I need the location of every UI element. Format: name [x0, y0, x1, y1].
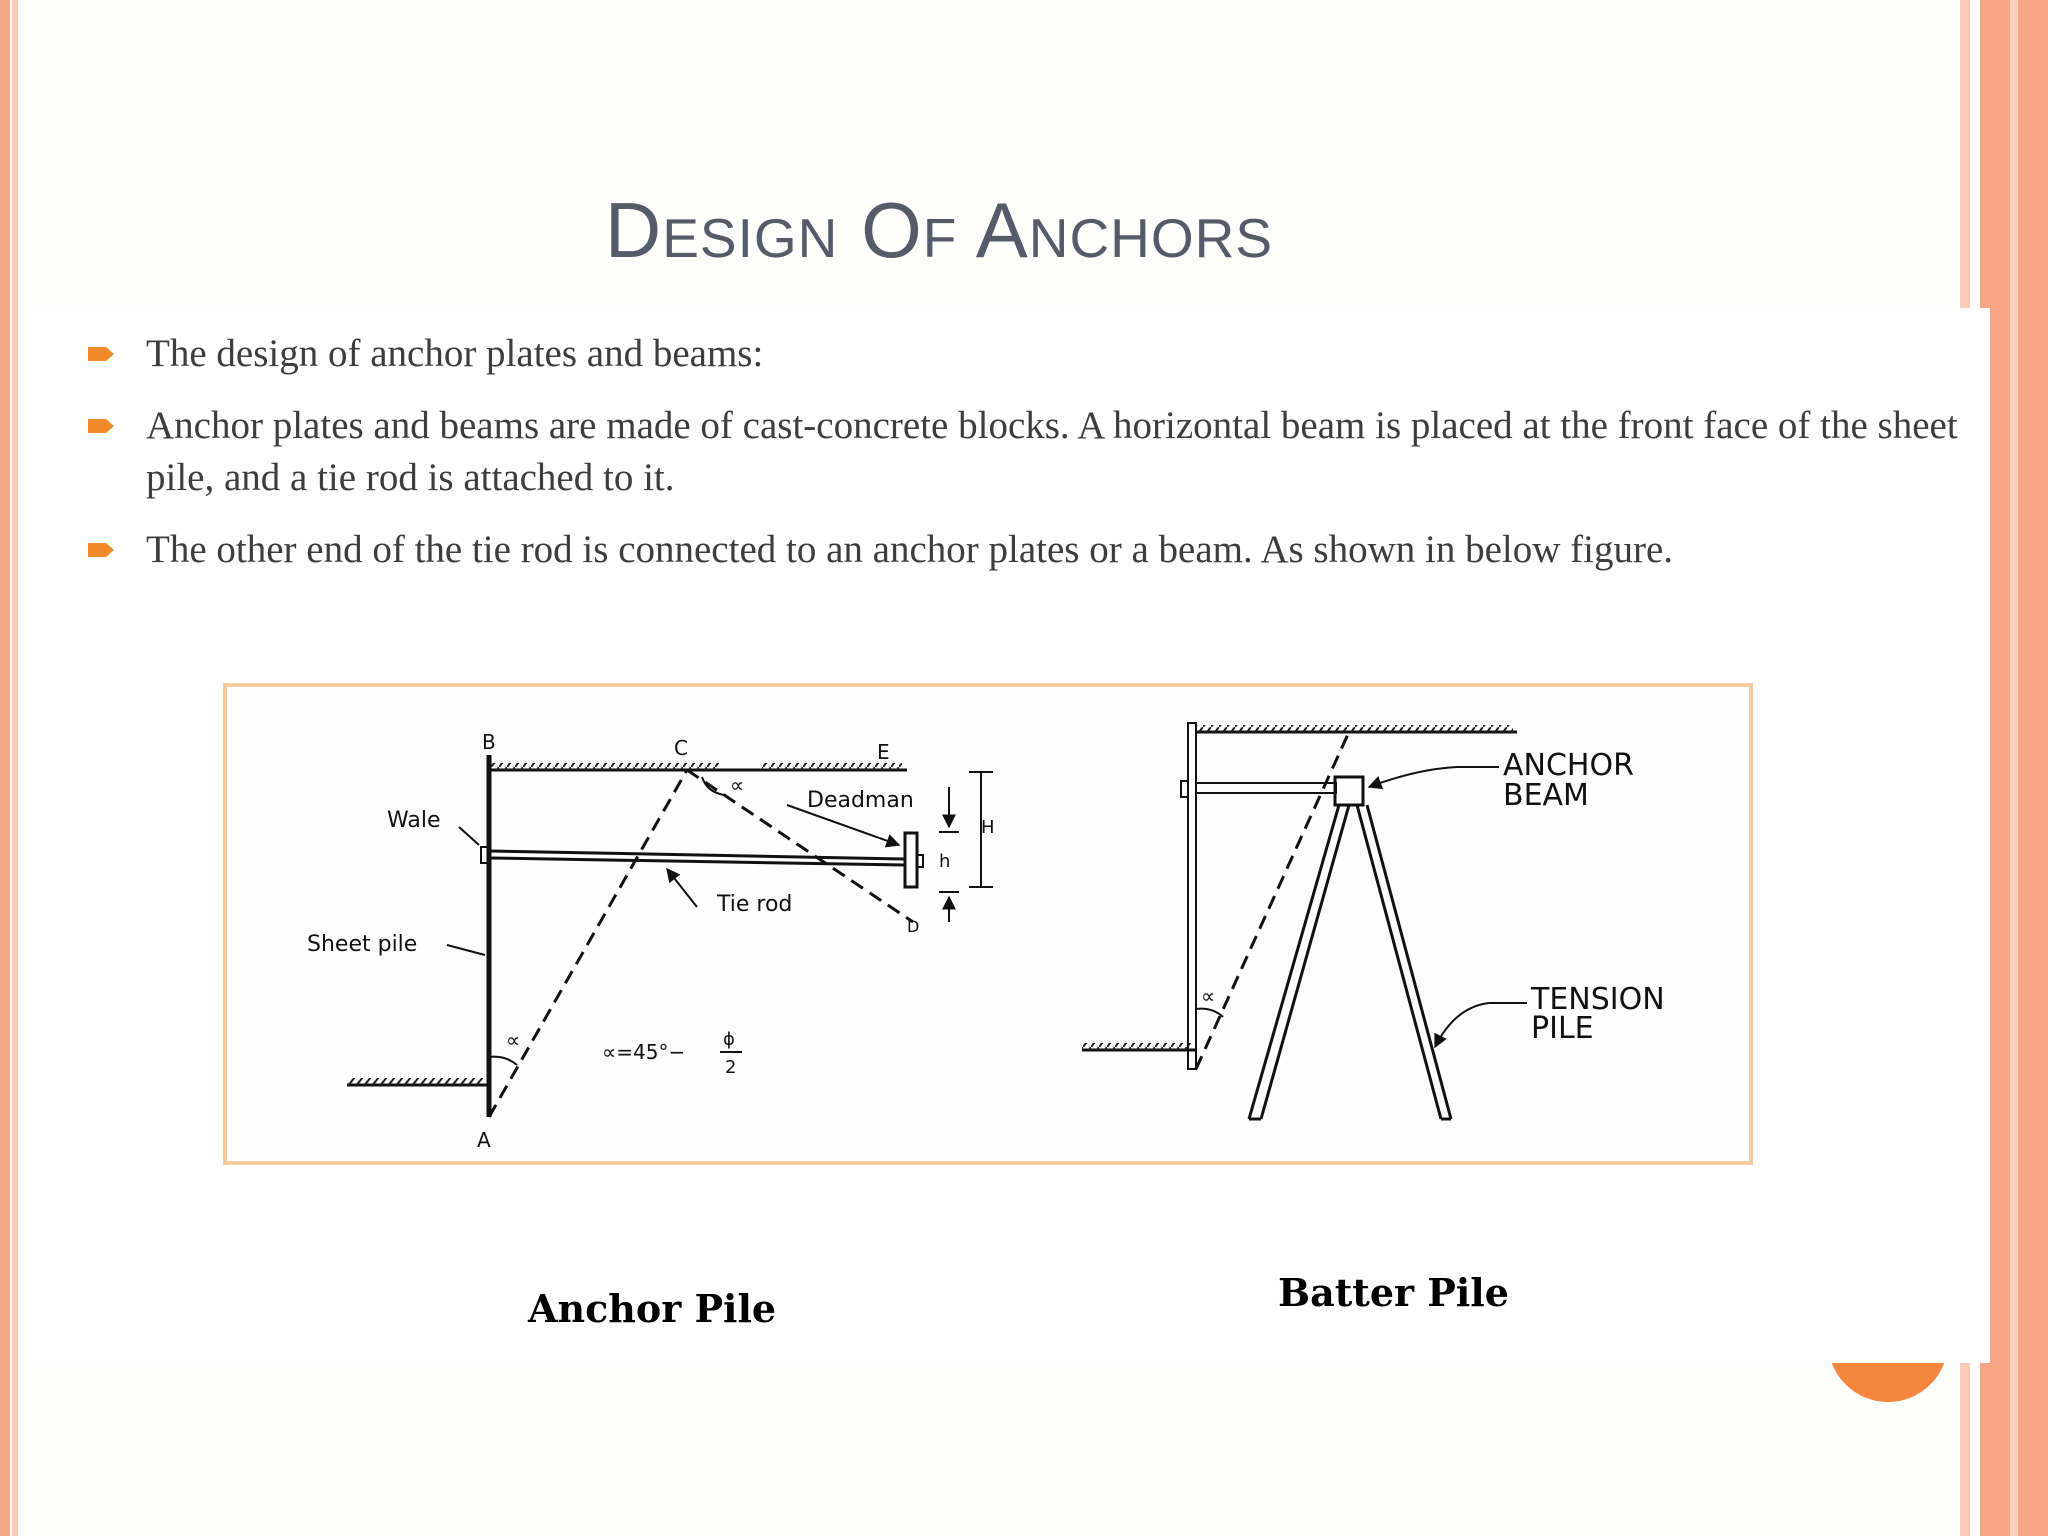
ground-hatch — [762, 763, 902, 770]
arrow-bullet-icon — [86, 417, 116, 435]
bullet-item — [86, 328, 1976, 380]
anchor-beam-label-line1: ANCHOR — [1503, 748, 1634, 783]
leader-line — [447, 945, 485, 955]
formula-phi: ϕ — [723, 1029, 735, 1050]
ground-hatch — [489, 763, 719, 770]
alpha-top-label: ∝ — [730, 773, 745, 797]
leader-line — [1435, 1003, 1489, 1047]
leader-line — [667, 869, 697, 907]
failure-line — [489, 770, 687, 1117]
point-a-label: A — [477, 1128, 491, 1152]
ground-hatch — [1082, 1043, 1191, 1050]
ground-hatch — [347, 1078, 485, 1085]
anchor-beam — [1335, 777, 1363, 805]
wale — [1181, 781, 1188, 797]
deadman-nut — [917, 855, 923, 867]
height-h-lower-label: h — [939, 851, 951, 872]
right-border-stripe-inner — [2010, 0, 2018, 1536]
bullet-item — [86, 400, 1976, 504]
point-c-label: C — [674, 736, 688, 760]
alpha-label: ∝ — [1201, 984, 1216, 1008]
alpha-bottom-label: ∝ — [506, 1028, 521, 1052]
leader-line — [1369, 767, 1457, 787]
tension-pile — [1249, 805, 1339, 1119]
alpha-arc — [489, 1057, 517, 1065]
ground-hatch — [1195, 725, 1513, 732]
tension-pile — [1261, 805, 1349, 1119]
anchor-rod — [1196, 783, 1336, 793]
deadman — [905, 833, 917, 887]
anchor-pile-caption: Anchor Pile — [528, 1286, 777, 1331]
sheet-pile — [1188, 723, 1196, 1069]
anchor-pile-labels — [307, 730, 995, 1152]
point-e-label: E — [877, 740, 890, 764]
tension-pile-label-line2: PILE — [1531, 1011, 1594, 1046]
slide-title: Design Of Anchors — [604, 186, 1274, 274]
deadman-label: Deadman — [807, 788, 914, 813]
batter-pile-diagram — [1082, 723, 1527, 1119]
bullet-text: Anchor plates and beams are made of cast-concrete blocks. A horizontal beam is placed at the front face of the sheet pile, and a tie rod is attached to it. — [146, 404, 1958, 499]
bullet-item — [86, 524, 1976, 576]
point-d-label: D — [907, 917, 920, 936]
sheet-pile-label: Sheet pile — [307, 932, 418, 957]
anchor-diagrams — [227, 687, 1749, 1161]
bullet-list — [86, 328, 1976, 596]
anchor-figure — [223, 683, 1753, 1165]
bullet-text: The design of anchor plates and beams: — [146, 332, 764, 375]
arrow-bullet-icon — [86, 345, 116, 363]
batter-pile-caption: Batter Pile — [1278, 1270, 1509, 1315]
tension-pile-label-line1: TENSION — [1531, 982, 1665, 1017]
bullet-text: The other end of the tie rod is connected to an anchor plates or a beam. As shown in below figure. — [146, 528, 1674, 571]
tension-pile — [1367, 805, 1451, 1119]
leader-line — [459, 827, 479, 845]
formula-label: ∝=45°− — [602, 1040, 686, 1064]
wale-label: Wale — [387, 808, 441, 833]
arrow-bullet-icon — [86, 541, 116, 559]
point-b-label: B — [482, 730, 496, 754]
tie-rod-label: Tie rod — [717, 892, 793, 917]
tension-pile — [1357, 805, 1441, 1119]
anchor-beam-label-line2: BEAM — [1503, 778, 1589, 813]
formula-two: 2 — [725, 1057, 737, 1078]
height-h-upper-label: H — [981, 817, 995, 838]
